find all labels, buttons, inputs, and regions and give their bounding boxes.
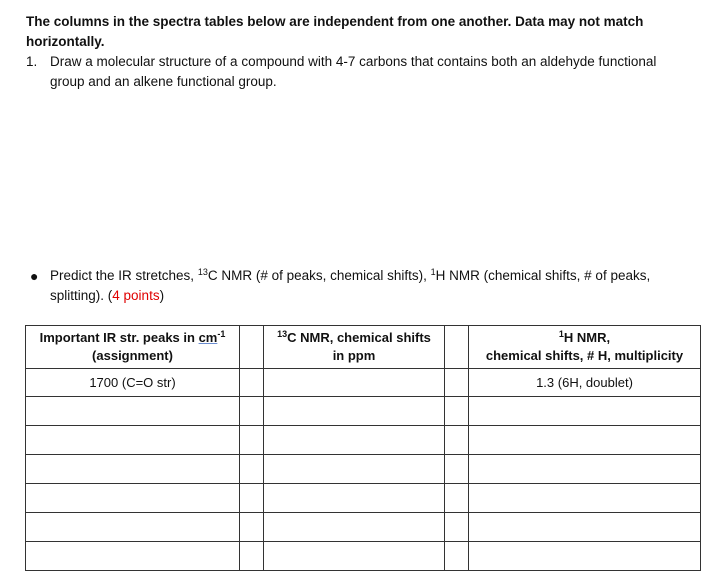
h1-header-line2: chemical shifts, # H, multiplicity: [485, 348, 684, 363]
ir-cell[interactable]: [26, 455, 240, 484]
ir-cell[interactable]: [26, 484, 240, 513]
spectra-table: [25, 325, 701, 571]
spacer-cell: [240, 484, 264, 513]
h1-cell[interactable]: 1.3 (6H, doublet): [469, 369, 701, 397]
spacer-cell: [445, 326, 469, 369]
prediction-text-part2: C NMR (# of peaks, chemical shifts),: [207, 268, 431, 283]
spacer-cell: [445, 397, 469, 426]
ir-header-line2: (assignment): [92, 348, 173, 363]
prediction-text: [50, 266, 706, 306]
h1-header-sup: 1: [558, 329, 564, 339]
c13-header-sup: 13: [277, 329, 288, 339]
table-row: [26, 426, 701, 455]
c13-header: [264, 326, 445, 369]
c13-header-line1: C NMR, chemical shifts: [287, 330, 431, 345]
h1-header-line1: H NMR,: [563, 330, 611, 345]
table-row: [26, 513, 701, 542]
prediction-instruction: [26, 266, 706, 306]
spacer-cell: [240, 513, 264, 542]
spacer-cell: [445, 426, 469, 455]
spacer-cell: [240, 369, 264, 397]
spacer-cell: [445, 455, 469, 484]
table-row: [26, 397, 701, 426]
c13-superscript: 13: [197, 267, 208, 277]
spacer-cell: [240, 326, 264, 369]
ir-cell[interactable]: [26, 542, 240, 571]
prediction-text-part1: Predict the IR stretches,: [50, 268, 198, 283]
ir-header-unit-sup: -1: [217, 329, 226, 339]
c13-cell[interactable]: [264, 369, 445, 397]
c13-header-line2: in ppm: [332, 348, 376, 363]
h1-header: [469, 326, 701, 369]
spacer-cell: [240, 397, 264, 426]
h1-cell[interactable]: [469, 484, 701, 513]
ir-header-unit: cm: [198, 330, 218, 345]
spacer-cell: [240, 455, 264, 484]
ir-header: [26, 326, 240, 369]
h1-superscript: 1: [430, 267, 436, 277]
bullet-icon: ●: [30, 268, 39, 284]
c13-cell[interactable]: [264, 513, 445, 542]
spacer-cell: [445, 513, 469, 542]
h1-cell[interactable]: [469, 426, 701, 455]
spacer-cell: [240, 542, 264, 571]
c13-cell[interactable]: [264, 426, 445, 455]
c13-cell[interactable]: [264, 484, 445, 513]
prediction-text-part3: H NMR (chemical shifts, # of peaks, splitting). (: [50, 268, 651, 303]
ir-header-prefix: Important IR str. peaks in: [39, 330, 199, 345]
spacer-cell: [445, 484, 469, 513]
question-1-text: Draw a molecular structure of a compound with 4-7 carbons that contains both an aldehyde functional group and an alkene functional group.: [50, 54, 657, 89]
table-row: [26, 369, 701, 397]
c13-cell[interactable]: [264, 455, 445, 484]
table-row: [26, 455, 701, 484]
points-label: 4 points: [112, 288, 160, 303]
c13-cell[interactable]: [264, 397, 445, 426]
prediction-text-part4: ): [159, 288, 165, 303]
ir-cell[interactable]: [26, 426, 240, 455]
spacer-cell: [445, 369, 469, 397]
table-header-row: [26, 326, 701, 369]
spacer-cell: [445, 542, 469, 571]
table-row: [26, 484, 701, 513]
h1-cell[interactable]: [469, 513, 701, 542]
spacer-cell: [240, 426, 264, 455]
ir-cell[interactable]: [26, 513, 240, 542]
instructions-heading: The columns in the spectra tables below are independent from one another. Data may not match horizontally.: [26, 14, 644, 49]
c13-cell[interactable]: [264, 542, 445, 571]
h1-cell[interactable]: [469, 542, 701, 571]
h1-cell[interactable]: [469, 455, 701, 484]
ir-cell[interactable]: [26, 397, 240, 426]
question-1: [26, 52, 686, 92]
h1-cell[interactable]: [469, 397, 701, 426]
table-row: [26, 542, 701, 571]
question-1-number: 1.: [26, 54, 38, 69]
ir-cell[interactable]: 1700 (C=O str): [26, 369, 240, 397]
